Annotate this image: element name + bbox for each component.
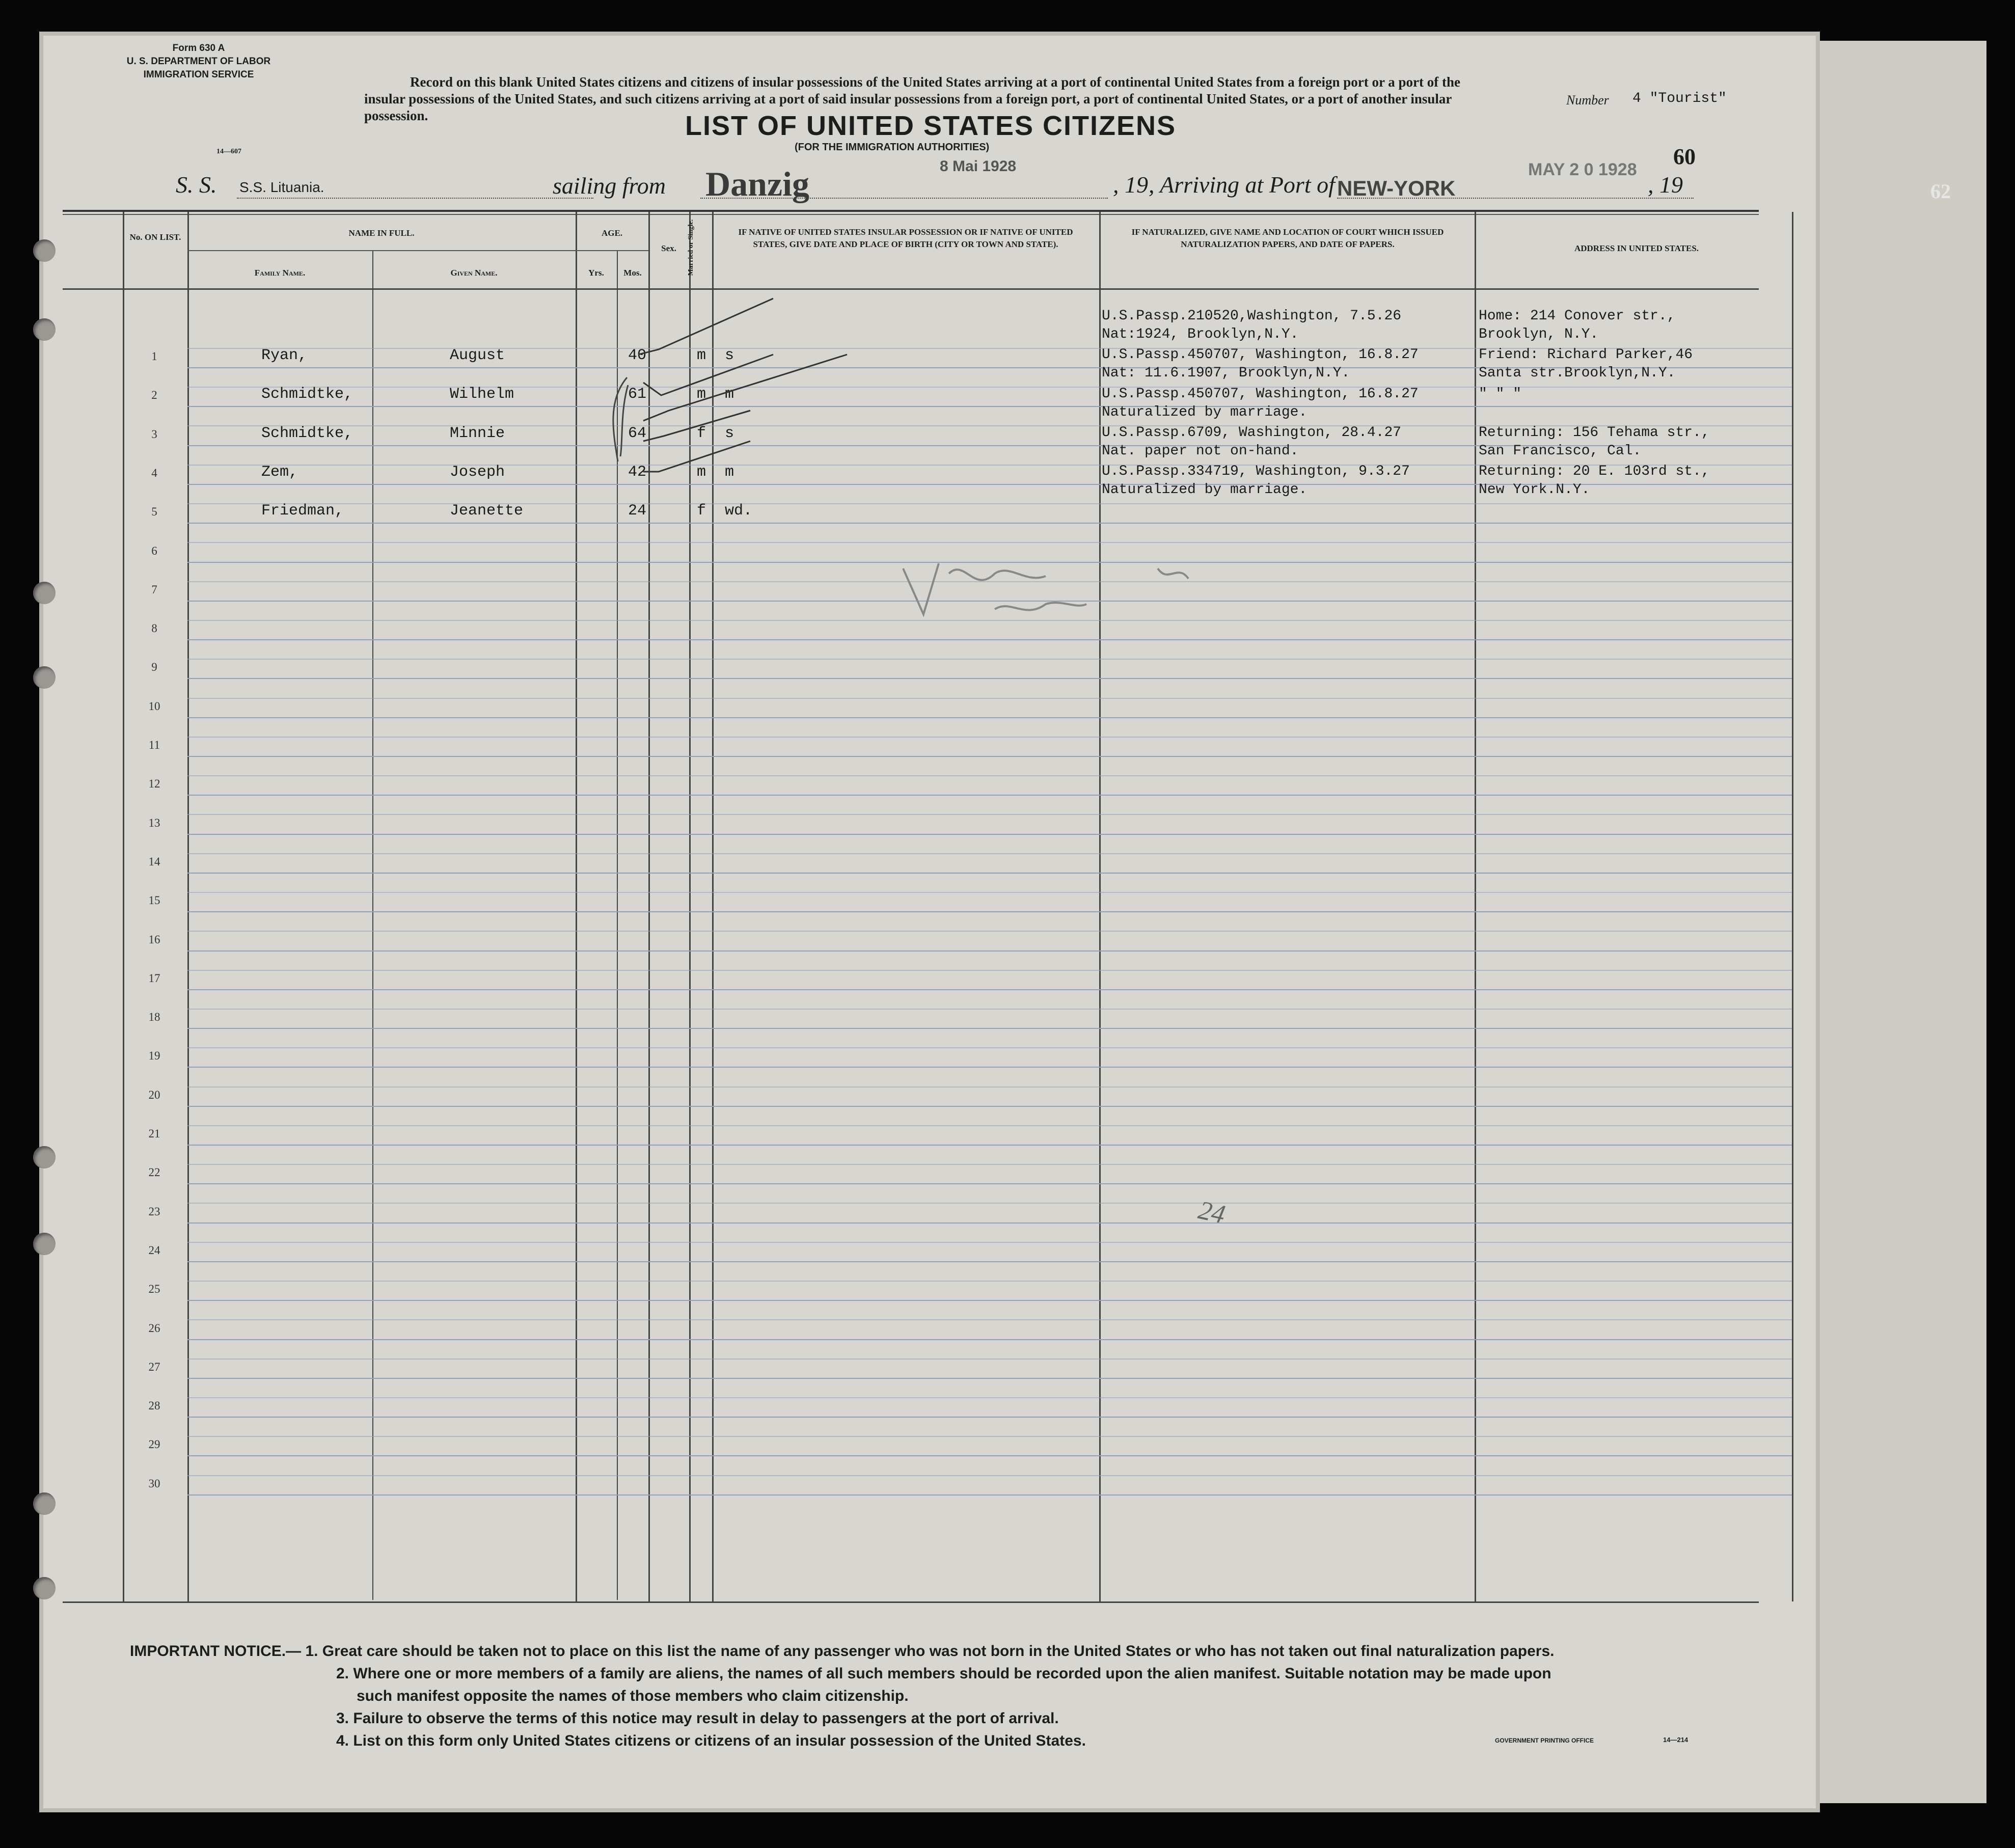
- row-rule: [187, 795, 1792, 796]
- notice-item-1: 1. Great care should be taken not to place on this list the name of any passenger who was not born in the United States or who has not taken out final naturalization papers.: [305, 1643, 1555, 1660]
- row-rule: [187, 1028, 1792, 1029]
- header-mos: Mos.: [623, 268, 642, 278]
- number-label: Number: [1566, 93, 1609, 107]
- row-subrule: [187, 970, 1792, 971]
- naturalization-line-1: U.S.Passp.450707, Washington, 16.8.27: [1102, 347, 1419, 363]
- address-line-1: " " ": [1479, 386, 1522, 402]
- naturalization-line-2: Naturalized by marriage.: [1102, 404, 1308, 420]
- row-rule: [187, 406, 1792, 407]
- row-subrule: [187, 503, 1792, 504]
- row-rule: [187, 1455, 1792, 1456]
- row-subrule: [187, 1047, 1792, 1048]
- row-rule: [187, 873, 1792, 874]
- row-rule: [187, 1300, 1792, 1301]
- ss-label: S. S.: [176, 172, 217, 198]
- row-number: 29: [148, 1438, 160, 1451]
- row-number: 4: [151, 466, 157, 479]
- departure-date-stamp: 8 Mai 1928: [940, 158, 1017, 175]
- number-value: 4 "Tourist": [1632, 91, 1727, 106]
- family-name: Schmidtke,: [261, 386, 353, 403]
- row-number: 28: [148, 1399, 160, 1412]
- row-number: 13: [148, 816, 160, 829]
- row-rule: [187, 1339, 1792, 1340]
- row-number: 17: [148, 971, 160, 985]
- address-line-1: Friend: Richard Parker,46: [1479, 347, 1693, 363]
- row-number: 21: [148, 1127, 160, 1140]
- row-rule: [187, 1378, 1792, 1379]
- row-number: 10: [148, 699, 160, 713]
- row-subrule: [187, 387, 1792, 388]
- row-number: 1: [151, 350, 157, 363]
- row-number: 6: [151, 544, 157, 557]
- naturalization-line-1: U.S.Passp.334719, Washington, 9.3.27: [1102, 464, 1410, 480]
- row-number: 15: [148, 894, 160, 907]
- address-line-1: Returning: 156 Tehama str.,: [1479, 424, 1710, 441]
- marital-status: wd.: [725, 502, 753, 520]
- header-name-in-full: NAME IN FULL.: [348, 228, 415, 238]
- row-number: 20: [148, 1088, 160, 1101]
- row-rule: [187, 1067, 1792, 1068]
- address-line-2: New York.N.Y.: [1479, 482, 1590, 498]
- row-rule: [187, 1106, 1792, 1107]
- row-number: 22: [148, 1166, 160, 1179]
- row-number: 19: [148, 1049, 160, 1063]
- row-number: 16: [148, 933, 160, 946]
- family-name: Schmidtke,: [261, 424, 353, 442]
- row-number: 12: [148, 777, 160, 791]
- address-line-2: San Francisco, Cal.: [1479, 443, 1642, 459]
- notice-item-2a: 2. Where one or more members of a family are aliens, the names of all such members should be recorded upon the alien manifest. Suitable notation may be made upon: [336, 1665, 1551, 1682]
- print-code: 14—607: [216, 148, 241, 155]
- row-number: 2: [151, 389, 157, 402]
- row-number: 26: [148, 1321, 160, 1335]
- address-line-2: Santa str.Brooklyn,N.Y.: [1479, 365, 1676, 382]
- page-title: LIST OF UNITED STATES CITIZENS: [685, 111, 1176, 141]
- header-address: ADDRESS IN UNITED STATES.: [1574, 243, 1699, 253]
- age-years: 64: [628, 424, 647, 442]
- row-number: 24: [148, 1243, 160, 1257]
- marital-status: m: [725, 386, 734, 403]
- row-rule: [187, 678, 1792, 679]
- family-name: Ryan,: [261, 347, 308, 364]
- row-number: 5: [151, 505, 157, 519]
- header-age: AGE.: [601, 228, 623, 238]
- printer-code: 14—214: [1663, 1736, 1689, 1744]
- row-rule: [187, 989, 1792, 990]
- row-rule: [187, 834, 1792, 835]
- sex: m: [697, 463, 706, 481]
- year-label-departure: , 19: [1113, 172, 1148, 198]
- row-rule: [187, 1183, 1792, 1184]
- row-rule: [187, 756, 1792, 757]
- naturalization-line-1: U.S.Passp.210520,Washington, 7.5.26: [1102, 308, 1402, 324]
- given-name: Wilhelm: [450, 386, 514, 403]
- handwritten-scribble: [893, 553, 1249, 640]
- header-family-name: Family Name.: [254, 268, 306, 278]
- row-rule: [187, 950, 1792, 952]
- row-subrule: [187, 775, 1792, 776]
- row-subrule: [187, 698, 1792, 699]
- ship-name: S.S. Lituania.: [239, 179, 324, 195]
- given-name: August: [450, 347, 505, 364]
- sex: f: [697, 502, 706, 520]
- row-subrule: [187, 1125, 1792, 1126]
- naturalization-line-2: Nat. paper not on-hand.: [1102, 443, 1299, 459]
- printer-imprint: GOVERNMENT PRINTING OFFICE: [1495, 1737, 1594, 1744]
- sex: f: [697, 424, 706, 442]
- page-subtitle: (FOR THE IMMIGRATION AUTHORITIES): [795, 142, 990, 153]
- row-number: 30: [148, 1477, 160, 1490]
- row-subrule: [187, 1203, 1792, 1204]
- row-subrule: [187, 814, 1792, 815]
- address-line-1: Home: 214 Conover str.,: [1479, 308, 1676, 324]
- form-id-block: [102, 42, 295, 81]
- naturalization-line-2: Nat: 11.6.1907, Brooklyn,N.Y.: [1102, 365, 1350, 382]
- age-years: 61: [628, 386, 647, 403]
- age-years: 40: [628, 347, 647, 364]
- age-years: 42: [628, 463, 647, 481]
- row-subrule: [187, 1009, 1792, 1010]
- header-yrs: Yrs.: [588, 268, 604, 278]
- row-rule: [187, 1261, 1792, 1262]
- row-subrule: [187, 892, 1792, 893]
- row-rule: [187, 1145, 1792, 1146]
- naturalization-line-2: Naturalized by marriage.: [1102, 482, 1308, 498]
- row-number: 11: [148, 739, 160, 751]
- row-number: 7: [151, 583, 157, 596]
- service-name: IMMIGRATION SERVICE: [143, 69, 254, 80]
- header-no-on-list: No. ON LIST.: [129, 232, 181, 242]
- arrival-date-stamp: MAY 2 0 1928: [1528, 160, 1637, 179]
- row-subrule: [187, 542, 1792, 543]
- header-native-birthplace: IF NATIVE OF UNITED STATES INSULAR POSSESSION OR IF NATIVE OF UNITED STATES, GIVE DATE AND PLACE OF BIRTH (CITY OR TOWN AND STATE).: [738, 227, 1073, 249]
- sex: m: [697, 347, 706, 364]
- underlying-page: [1813, 41, 1986, 1803]
- sailing-label: sailing from: [553, 173, 666, 199]
- row-subrule: [187, 1281, 1792, 1282]
- row-subrule: [187, 1164, 1792, 1165]
- row-number: 25: [148, 1283, 160, 1296]
- important-notice: [130, 1640, 1555, 1663]
- row-subrule: [187, 1475, 1792, 1476]
- naturalization-line-1: U.S.Passp.450707, Washington, 16.8.27: [1102, 386, 1419, 402]
- row-subrule: [187, 1319, 1792, 1320]
- family-name: Friedman,: [261, 502, 344, 520]
- row-number: 14: [148, 855, 160, 868]
- header-married-or-single: Married or Single.: [687, 219, 695, 276]
- row-number: 9: [151, 661, 157, 674]
- row-subrule: [187, 1086, 1792, 1088]
- row-subrule: [187, 1436, 1792, 1437]
- manifest-page: [43, 36, 1816, 1808]
- notice-item-3: 3. Failure to observe the terms of this notice may result in delay to passengers at the port of arrival.: [336, 1710, 1059, 1727]
- form-number: Form 630 A: [172, 43, 225, 53]
- row-subrule: [187, 737, 1792, 738]
- handwritten-page-mark: 24: [1195, 1195, 1228, 1230]
- given-name: Joseph: [450, 463, 505, 481]
- row-subrule: [187, 1397, 1792, 1398]
- row-subrule: [187, 853, 1792, 854]
- notice-item-2b: such manifest opposite the names of those members who claim citizenship.: [357, 1688, 909, 1704]
- row-rule: [187, 1417, 1792, 1418]
- row-number: 8: [151, 622, 157, 635]
- row-rule: [187, 523, 1792, 524]
- row-subrule: [187, 659, 1792, 660]
- given-name: Jeanette: [450, 502, 524, 520]
- manifest-table: [63, 210, 1759, 1603]
- row-subrule: [187, 931, 1792, 932]
- arrival-port: NEW-YORK: [1337, 176, 1456, 200]
- row-subrule: [187, 1358, 1792, 1360]
- row-rule: [187, 717, 1792, 718]
- header-given-name: Given Name.: [450, 268, 498, 278]
- row-number: 18: [148, 1011, 160, 1024]
- margin-page-number: 62: [1930, 180, 1951, 203]
- family-name: Zem,: [261, 463, 298, 481]
- header-sex: Sex.: [661, 243, 676, 253]
- row-number: 23: [148, 1205, 160, 1218]
- marital-status: s: [725, 347, 734, 364]
- row-number: 3: [151, 427, 157, 441]
- row-number: 27: [148, 1360, 160, 1373]
- age-years: 24: [628, 502, 647, 520]
- marital-status: s: [725, 424, 734, 442]
- department-name: U. S. DEPARTMENT OF LABOR: [126, 56, 271, 67]
- address-line-1: Returning: 20 E. 103rd st.,: [1479, 464, 1710, 480]
- row-rule: [187, 1494, 1792, 1496]
- naturalization-line-1: U.S.Passp.6709, Washington, 28.4.27: [1102, 424, 1402, 441]
- row-rule: [187, 911, 1792, 912]
- tick-marks: [597, 288, 862, 502]
- page-stamp: 60: [1673, 144, 1696, 169]
- year-label-arrival: , 19: [1648, 172, 1683, 198]
- arriving-label: , Arriving at Port of: [1149, 172, 1335, 198]
- notice-heading: IMPORTANT NOTICE.—: [130, 1643, 302, 1660]
- header-naturalization: IF NATURALIZED, GIVE NAME AND LOCATION OF COURT WHICH ISSUED NATURALIZATION PAPERS, AND DATE OF PAPERS.: [1131, 227, 1444, 249]
- naturalization-line-2: Nat:1924, Brooklyn,N.Y.: [1102, 327, 1299, 342]
- record-instructions: Record on this blank United States citizens and citizens of insular possessions of the United States arriving at a port of continental United States from a foreign port or a port of the insular possessions of the United States, and such citizens arriving at a port of said insular possessions from a foreign port, a port of continental United States, or a port of another insular possession.: [364, 74, 1460, 123]
- row-subrule: [187, 1242, 1792, 1243]
- notice-item-4: 4. List on this form only United States citizens or citizens of an insular possession of the United States.: [336, 1732, 1086, 1749]
- row-rule: [187, 1222, 1792, 1224]
- marital-status: m: [725, 463, 734, 481]
- address-line-2: Brooklyn, N.Y.: [1479, 327, 1599, 342]
- port-of-departure: Danzig: [705, 165, 809, 203]
- given-name: Minnie: [450, 424, 505, 442]
- sex: m: [697, 386, 706, 403]
